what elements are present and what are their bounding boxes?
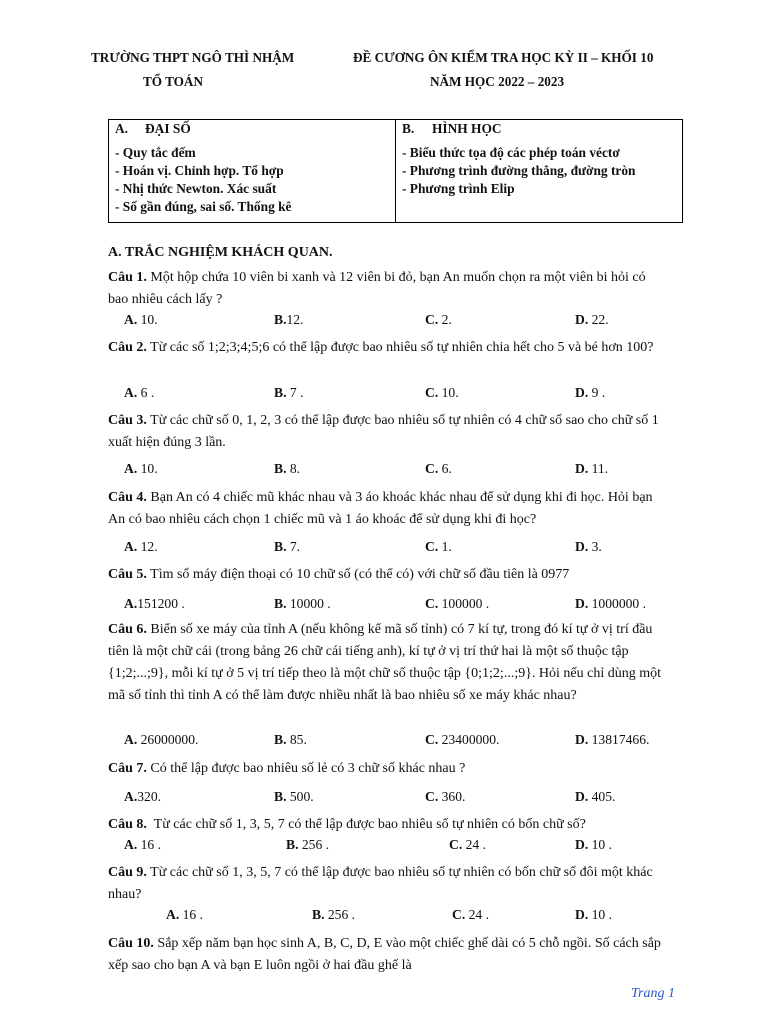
answer-option: A. 16 .: [166, 907, 204, 922]
answer-option: B. 256 .: [312, 907, 356, 922]
geometry-title: HÌNH HỌC: [432, 121, 502, 136]
answer-option: A.320.: [124, 789, 162, 804]
answer-option: B. 8.: [274, 461, 301, 476]
answer-option: C. 360.: [425, 789, 466, 804]
answer-option: D. 1000000 .: [575, 596, 646, 611]
geometry-letter: B.: [402, 121, 415, 136]
answer-option: B. 85.: [274, 732, 307, 747]
answer-option: B. 7.: [274, 539, 301, 554]
answer-option: D. 3.: [575, 539, 602, 554]
answer-option: C. 24 .: [452, 907, 490, 922]
answer-option: A. 12.: [124, 539, 158, 554]
answer-option: B. 10000 .: [274, 596, 331, 611]
geometry-item: - Phương trình đường thẳng, đường tròn: [402, 163, 636, 178]
question-2: Câu 2. Từ các số 1;2;3;4;5;6 có thể lập được bao nhiêu số tự nhiên chia hết cho 5 và bé hơn 100?: [108, 340, 654, 355]
geometry-item: - Phương trình Elip: [402, 181, 515, 196]
school-year: NĂM HỌC 2022 – 2023: [430, 74, 565, 89]
question-8: Câu 8. Từ các chữ số 1, 3, 5, 7 có thể lập được bao nhiêu số tự nhiên có bốn chữ số?: [108, 817, 586, 832]
question-4: Câu 4. Bạn An có 4 chiếc mũ khác nhau và 3 áo khoác khác nhau để sử dụng khi đi học. Hỏi bạn An có bao nhiêu cách chọn 1 chiếc mũ và 1 áo khoác để sử dụng khi đi học?: [108, 490, 653, 527]
algebra-item: - Hoán vị. Chỉnh hợp. Tổ hợp: [115, 163, 284, 178]
answer-option: A.151200 .: [124, 596, 185, 611]
answer-option: D. 9 .: [575, 385, 606, 400]
algebra-letter: A.: [115, 121, 129, 136]
algebra-item: - Nhị thức Newton. Xác suất: [115, 181, 277, 196]
question-7: Câu 7. Có thể lập được bao nhiêu số lẻ có 3 chữ số khác nhau ?: [108, 761, 466, 776]
algebra-title: ĐẠI SỐ: [145, 121, 191, 136]
topic-algebra: [109, 120, 395, 222]
answer-option: C. 24 .: [449, 837, 487, 852]
answer-option: A. 6 .: [124, 385, 155, 400]
topic-geometry: [395, 120, 682, 222]
question-10: Câu 10. Sắp xếp năm bạn học sinh A, B, C, D, E vào một chiếc ghế dài có 5 chỗ ngồi. Số cách sắp xếp sao cho bạn A và bạn E luôn ngồi ở hai đầu ghế là: [108, 936, 661, 973]
answer-option: A. 26000000.: [124, 732, 199, 747]
section-title: A. TRẮC NGHIỆM KHÁCH QUAN.: [108, 245, 333, 260]
answer-option: C. 2.: [425, 312, 452, 327]
answer-option: D. 13817466.: [575, 732, 650, 747]
school-name: TRƯỜNG THPT NGÔ THÌ NHẬM: [91, 50, 295, 65]
answer-option: D. 10 .: [575, 907, 613, 922]
answer-option: B. 256 .: [286, 837, 330, 852]
question-9: Câu 9. Từ các chữ số 1, 3, 5, 7 có thể lập được bao nhiêu số tự nhiên có bốn chữ số đôi một khác nhau?: [108, 865, 653, 902]
document-title: ĐỀ CƯƠNG ÔN KIỂM TRA HỌC KỲ II – KHỐI 10: [353, 50, 654, 65]
answer-option: C. 6.: [425, 461, 452, 476]
answer-option: B. 500.: [274, 789, 314, 804]
algebra-item: - Số gần đúng, sai số. Thống kê: [115, 199, 292, 214]
geometry-item: - Biểu thức tọa độ các phép toán véctơ: [402, 145, 620, 160]
department-name: TỔ TOÁN: [143, 74, 203, 89]
answer-option: B.12.: [274, 312, 304, 327]
algebra-item: - Quy tắc đếm: [115, 145, 196, 160]
question-5: Câu 5. Tìm số máy điện thoại có 10 chữ số (có thể có) với chữ số đầu tiên là 0977: [108, 567, 570, 582]
question-3: Câu 3. Từ các chữ số 0, 1, 2, 3 có thể lập được bao nhiêu số tự nhiên có 4 chữ số sao cho chữ số 1 xuất hiện đúng 3 lần.: [108, 413, 659, 450]
answer-option: D. 11.: [575, 461, 609, 476]
answer-option: D. 10 .: [575, 837, 613, 852]
answer-option: D. 22.: [575, 312, 609, 327]
answer-option: A. 10.: [124, 312, 158, 327]
page-number: Trang 1: [631, 986, 675, 1001]
topic-table: [108, 119, 683, 223]
answer-option: A. 10.: [124, 461, 158, 476]
answer-option: C. 1.: [425, 539, 452, 554]
answer-option: C. 100000 .: [425, 596, 490, 611]
question-6: Câu 6. Biển số xe máy của tỉnh A (nếu không kể mã số tỉnh) có 7 kí tự, trong đó kí tự ở vị trí đầu tiên là một chữ cái (trong bảng 26 chữ cái tiếng anh), kí tự ở vị trí thứ hai là một số thuộc tập {1;2;...;9}, mỗi kí tự ở 5 vị trí tiếp theo là một chữ số thuộc tập {0;1;2;...;9}. Hỏi nếu chỉ dùng một mã số tỉnh thì tỉnh A có thể làm được nhiều nhất là bao nhiêu số xe máy khác nhau?: [108, 622, 662, 703]
answer-option: B. 7 .: [274, 385, 304, 400]
answer-option: C. 23400000.: [425, 732, 500, 747]
question-1: Câu 1. Một hộp chứa 10 viên bi xanh và 12 viên bi đỏ, bạn An muốn chọn ra một viên bi hỏi có bao nhiêu cách lấy ?: [108, 270, 646, 307]
answer-option: C. 10.: [425, 385, 459, 400]
answer-option: D. 405.: [575, 789, 616, 804]
answer-option: A. 16 .: [124, 837, 162, 852]
